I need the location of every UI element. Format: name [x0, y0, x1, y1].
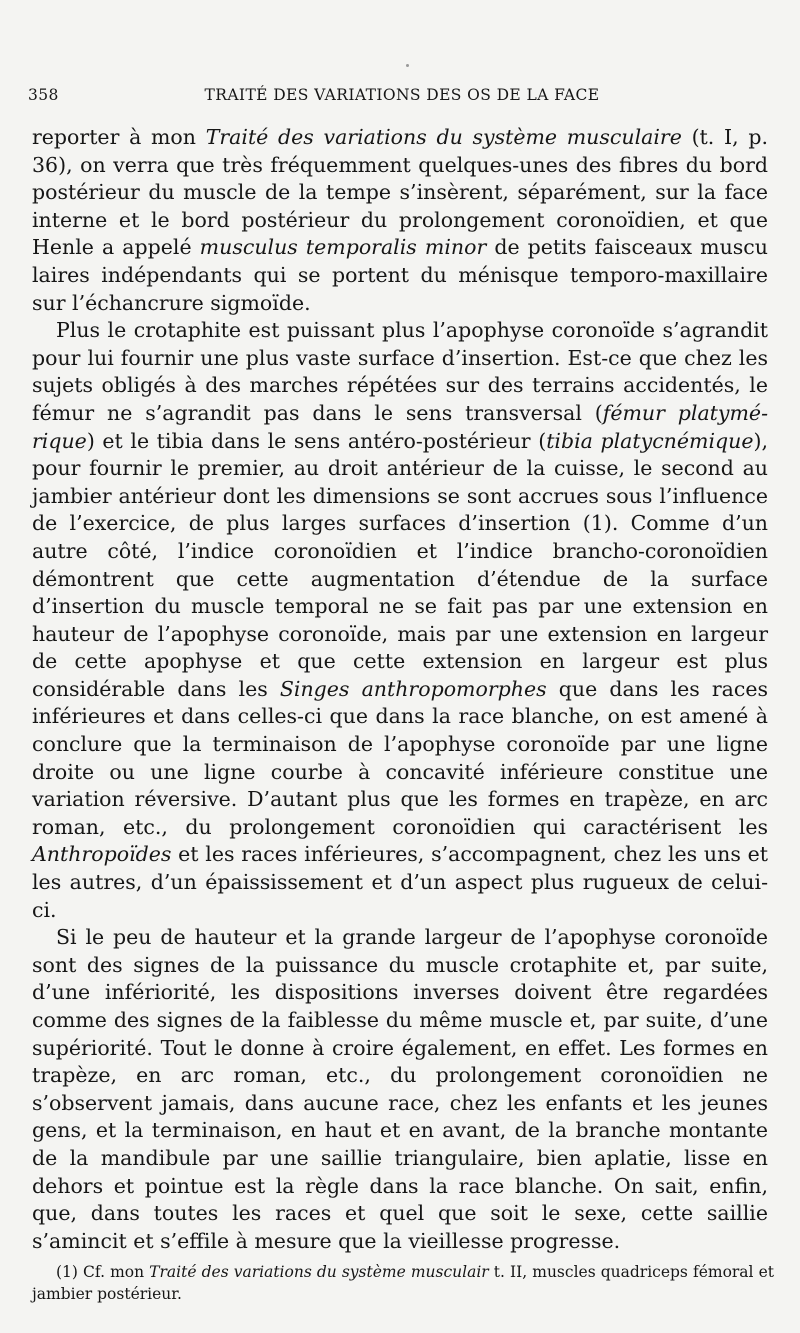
- footnote-1: [32, 1261, 774, 1305]
- running-title: TRAITÉ DES VARIATIONS DES OS DE LA FACE: [204, 86, 600, 104]
- text-run: et les races inférieures, s’accompagnent, chez les uns et les autres, d’un épaississement et d’un aspect plus rugueux de celui-ci.: [32, 842, 768, 922]
- italic-run: Traité des variations du système musculaire: [205, 125, 682, 149]
- paragraph-3: [32, 924, 768, 1255]
- italic-run: Traité des variations du système musculair: [149, 1263, 489, 1281]
- italic-run: Singes anthropomorphes: [279, 676, 547, 701]
- italic-run: Anthropoïdes: [32, 842, 172, 867]
- text-run: Plus le crotaphite est puissant plus l’apophyse coronoïde s’agrandit pour lui fournir une plus vaste surface d’insertion. Est-ce que chez les sujets obligés à des marches répétées sur des terrains accidentés, le fémur ne s’agrandit pas dans le sens transversal (: [32, 318, 768, 425]
- page-number: 358: [28, 86, 59, 104]
- text-run: reporter à mon: [32, 125, 206, 149]
- footnotes: [32, 1261, 774, 1305]
- italic-run: tibia platycnémique: [546, 428, 754, 453]
- text-run: ) et le tibia dans le sens antéro-postérieur (: [86, 428, 547, 453]
- italic-run: musculus temporalis minor: [199, 235, 487, 260]
- italic-run: fémur platymé-rique: [32, 400, 768, 453]
- text-run: de petits faisceaux muscu laires indépendants qui se portent du ménisque temporo-maxillaire sur l’échancrure sigmoïde.: [32, 235, 768, 315]
- text-run: (1) Cf. mon: [56, 1263, 150, 1281]
- paragraph-2: [32, 317, 768, 924]
- text-run: que dans les races inférieures et dans celles-ci que dans la race blanche, on est amené à conclure que la terminaison de l’apophyse coronoïde par une ligne droite ou une ligne courbe à concavité inférieure constitue une variation réversive. D’autant plus que les formes en trapèze, en arc roman, etc., du prolongement coronoïdien qui caractérisent les: [32, 676, 769, 839]
- text-run: ), pour fournir le premier, au droit antérieur de la cuisse, le second au jambier antérieur dont les dimensions se sont accrues sous l’influence de l’exercice, de plus larges surfaces d’insertion (1). Comme d’un autre côté, l’indice coronoïdien et l’indice brancho-coronoïdien démontrent que cette augmentation d’étendue de la surface d’insertion du muscle temporal ne se fait pas par une extension en hauteur de l’apophyse coronoïde, mais par une extension en largeur de cette apophyse et que cette extension en largeur est plus considérable dans les: [32, 428, 768, 701]
- text-run: t. II, muscles quadriceps fémoral et jambier postérieur.: [32, 1263, 774, 1303]
- paper-speck: [406, 64, 409, 67]
- body-text: [32, 124, 768, 1255]
- text-run: (t. I, p. 36), on verra que très fréquemment quelques-unes des fibres du bord postérieur du muscle de la tempe s’insèrent, séparément, sur la face interne et le bord postérieur du prolongement coronoïdien, et que Henle a appelé: [32, 125, 768, 260]
- paragraph-1: [32, 124, 768, 317]
- running-head: [28, 86, 776, 110]
- text-run: Si le peu de hauteur et la grande largeur de l’apophyse coronoïde sont des signes de la puissance du muscle crotaphite et, par suite, d’une infériorité, les dispositions inverses doivent être regardées comme des signes de la faiblesse du même muscle et, par suite, d’une supériorité. Tout le donne à croire également, en effet. Les formes en trapèze, en arc roman, etc., du prolongement coronoïdien ne s’observent jamais, dans aucune race, chez les enfants et les jeunes gens, et la terminaison, en haut et en avant, de la branche montante de la mandibule par une saillie triangulaire, bien aplatie, lisse en dehors et pointue est la règle dans la race blanche. On sait, enfin, que, dans toutes les races et quel que soit le sexe, cette saillie s’amincit et s’effile à mesure que la vieillesse progresse.: [32, 925, 768, 1253]
